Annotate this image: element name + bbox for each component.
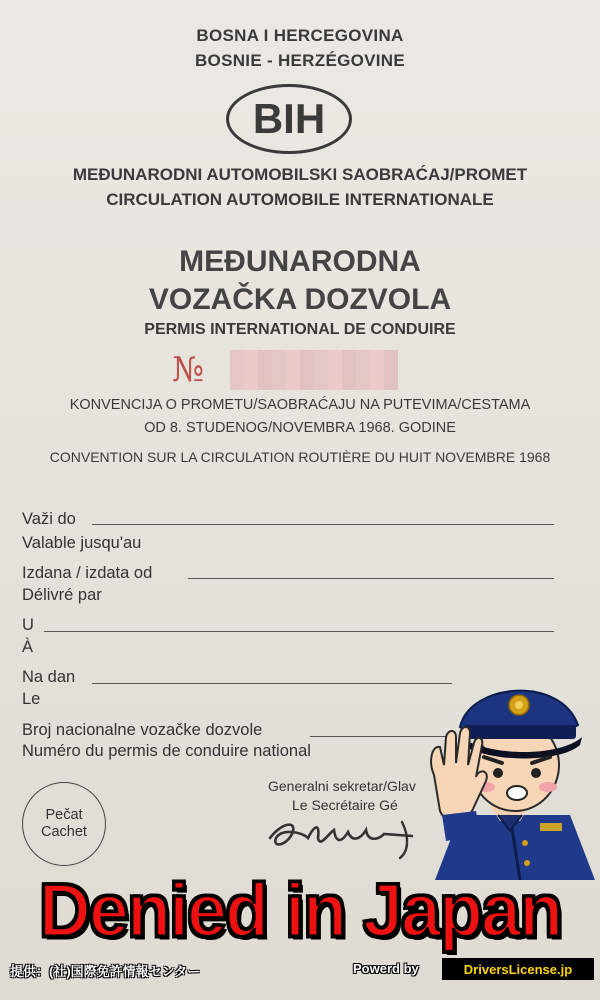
document-title-line2: VOZAČKA DOZVOLA bbox=[148, 283, 452, 316]
field-issued-by-label-fr: Délivré par bbox=[22, 586, 102, 604]
field-license-number-label: Broj nacionalne vozačke dozvole bbox=[22, 721, 263, 739]
field-place-line bbox=[44, 631, 554, 632]
field-date-line bbox=[92, 683, 452, 684]
stamp-label-french: Cachet bbox=[41, 824, 87, 840]
police-officer-illustration bbox=[420, 665, 600, 880]
field-issued-by-line bbox=[188, 578, 554, 579]
traffic-heading-local: MEĐUNARODNI AUTOMOBILSKI SAOBRAĆAJ/PROMET bbox=[72, 165, 528, 184]
traffic-heading-french: CIRCULATION AUTOMOBILE INTERNATIONALE bbox=[106, 190, 494, 209]
stamp-circle bbox=[22, 782, 106, 866]
convention-line2: OD 8. STUDENOG/NOVEMBRA 1968. GODINE bbox=[144, 420, 456, 436]
field-license-number-label-fr: Numéro du permis de conduire national bbox=[22, 742, 311, 760]
denied-in-japan-banner: Denied in Japan bbox=[38, 869, 562, 953]
field-date-label-fr: Le bbox=[22, 690, 41, 708]
secretary-label-french: Le Secrétaire Gé bbox=[292, 797, 398, 813]
stamp-label-local: Pečat bbox=[45, 807, 83, 824]
secretary-label-local: Generalni sekretar/Glav bbox=[268, 778, 416, 794]
site-link[interactable]: DriversLicense.jp bbox=[442, 958, 594, 980]
document-subtitle: PERMIS INTERNATIONAL DE CONDUIRE bbox=[144, 321, 456, 338]
field-date-label: Na dan bbox=[22, 668, 76, 686]
number-symbol: № bbox=[172, 350, 205, 390]
field-valid-until-label-fr: Valable jusqu'au bbox=[22, 534, 142, 552]
credit-text: 提供：(社)国際免許情報センター bbox=[10, 964, 201, 979]
field-valid-until-label: Važi do bbox=[22, 510, 76, 528]
convention-line1: KONVENCIJA O PROMETU/SAOBRAĆAJU NA PUTEVIMA/CESTAMA bbox=[69, 397, 531, 413]
field-place-label-fr: À bbox=[22, 638, 34, 656]
field-valid-until-line bbox=[92, 524, 554, 525]
country-name-local: BOSNA I HERCEGOVINA bbox=[196, 26, 404, 45]
convention-french: CONVENTION SUR LA CIRCULATION ROUTIÈRE DU HUIT NOVEMBRE 1968 bbox=[49, 449, 551, 465]
document-title-line1: MEĐUNARODNA bbox=[179, 245, 421, 278]
country-code: BIH bbox=[252, 95, 326, 142]
field-place-label: U bbox=[22, 616, 34, 634]
country-code-oval bbox=[226, 84, 352, 154]
field-issued-by-label: Izdana / izdata od bbox=[22, 564, 153, 582]
redacted-number bbox=[230, 350, 398, 390]
powered-by-text: Powerd by bbox=[353, 961, 419, 976]
country-name-french: BOSNIE - HERZÉGOVINE bbox=[194, 51, 406, 70]
